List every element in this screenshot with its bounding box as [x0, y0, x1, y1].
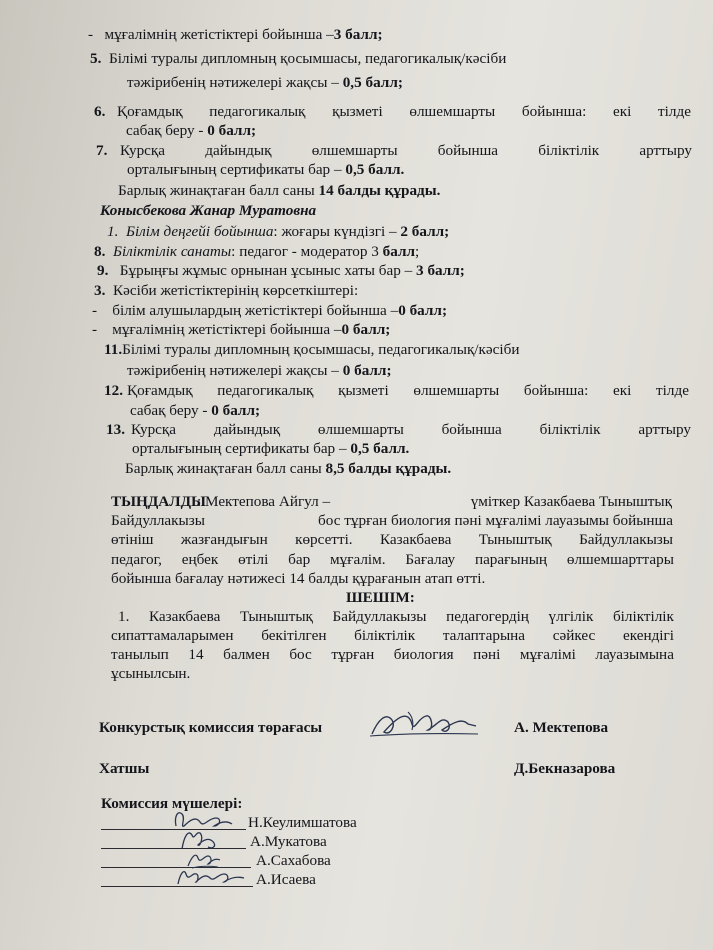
word: көрсетті.: [295, 531, 353, 548]
word: пәні: [473, 646, 501, 663]
line-certificate-2: орталығының сертификаты бар – 0,5 балл.: [132, 440, 410, 457]
line-public-activity-num-2: 12.: [104, 382, 123, 399]
word: Казакбаева: [379, 531, 452, 548]
chair-name: А. Мектепова: [514, 719, 609, 736]
members-label: Комиссия мүшелері:: [101, 795, 243, 812]
word: Тыныштық: [478, 531, 552, 548]
line-course-2: [131, 421, 691, 439]
line-diploma-item-2: 11.Білімі туралы дипломның қосымшасы, педагогикалық/кәсіби: [104, 341, 520, 358]
member-name: А.Исаева: [256, 871, 316, 888]
word: екендігі: [622, 627, 674, 644]
line-diploma-result-2: тәжірибенің нәтижелері жақсы – 0 балл;: [127, 362, 392, 379]
word: педагогикалық: [217, 382, 314, 399]
word: өлшемшарты: [311, 142, 398, 159]
word: бар: [288, 551, 311, 568]
member-signature: [174, 864, 250, 890]
word: өлшемшарты: [409, 103, 496, 120]
word: тұрған: [331, 646, 375, 663]
word: мұғалім.: [330, 551, 386, 568]
word: үміткер Казакбаева Тыныштық: [470, 493, 672, 510]
word: бекітілген: [261, 627, 327, 644]
word: арттыру: [638, 421, 691, 438]
word: лауазымына: [595, 646, 674, 663]
line-public-activity: [117, 103, 691, 121]
word: Тыныштық: [239, 608, 313, 625]
word: бос тұрған биология пәні мұғалімі лауазымы бойынша: [318, 512, 673, 529]
heard-line-1: [197, 493, 672, 511]
line-course: [120, 142, 692, 160]
word: Курсқа: [131, 421, 177, 438]
word: дайындық: [213, 421, 281, 438]
word: Қоғамдық: [127, 382, 193, 399]
word: өлшемшарты: [413, 382, 500, 399]
member-name: А.Мукатова: [250, 833, 327, 850]
word: биология: [393, 646, 454, 663]
word: біліктілік: [538, 142, 600, 159]
decision-line-4: ұсынылсын.: [111, 665, 191, 682]
word: тілде: [656, 382, 689, 399]
line-teacher-achievements-2: - мұғалімнің жетістіктері бойынша –0 балл;: [92, 321, 391, 338]
word: Бағалау: [405, 551, 456, 568]
word: педагогердің: [446, 608, 529, 625]
candidate-name: Конысбекова Жанар Муратовна: [100, 202, 317, 219]
decision-line-3: [111, 646, 674, 664]
word: өтініш: [111, 531, 154, 548]
member-name: Н.Кеулимшатова: [248, 814, 357, 831]
word: тілде: [658, 103, 691, 120]
line-qualification: 8. Біліктілік санаты: педагог - модератор 3 балл;: [94, 243, 420, 260]
decision-line-1: [118, 608, 674, 626]
word: Курсқа: [120, 142, 166, 159]
word: бойынша:: [523, 382, 589, 399]
word: бос: [289, 646, 312, 663]
word: дайындық: [205, 142, 272, 159]
line-recommendation: 9. Бұрыңғы жұмыс орнынан ұсыныс хаты бар – 3 балл;: [97, 262, 465, 279]
word: өлшемшарттары: [566, 551, 674, 568]
chair-signature: [368, 706, 480, 742]
word: педагогикалық: [209, 103, 306, 120]
word: Қоғамдық: [117, 103, 183, 120]
word: қызметі: [338, 382, 389, 399]
line-professional-achievements: 3. Кәсіби жетістіктерінің көрсеткіштері:: [94, 282, 359, 299]
line-teaching-score: сабақ беру - 0 балл;: [126, 122, 257, 139]
line-public-activity-num: 6.: [94, 103, 106, 120]
word: 1.: [118, 608, 130, 625]
word: өлшемшарты: [317, 421, 404, 438]
heard-label: ТЫҢДАЛДЫ: [111, 493, 206, 510]
word: қызметі: [332, 103, 383, 120]
word: педагог,: [111, 551, 162, 568]
secretary-name: Д.Бекназарова: [514, 760, 616, 777]
word: бойынша: [441, 421, 502, 438]
line-education-level: 1. Білім деңгейі бойынша: жоғары күндізгі – 2 балл;: [107, 223, 450, 240]
word: талаптарына: [442, 627, 526, 644]
word: сипаттамаларымен: [111, 627, 234, 644]
word: Байдуллакызы: [579, 531, 673, 548]
word: еңбек: [181, 551, 219, 568]
word: біліктілік: [354, 627, 416, 644]
word: бойынша: [437, 142, 499, 159]
word: біліктілік: [612, 608, 674, 625]
word: : Мектепова Айгул –: [197, 493, 331, 510]
word: сәйкес: [552, 627, 596, 644]
line-certificate: орталығының сертификаты бар – 0,5 балл.: [127, 161, 405, 178]
line-diploma-result: тәжірибенің нәтижелері жақсы – 0,5 балл;: [127, 74, 403, 91]
word: үлгілік: [548, 608, 594, 625]
heard-line-5: бойынша бағалау нәтижесі 14 балды құрағанын атап өтті.: [111, 570, 486, 587]
word: Казакбаева: [149, 608, 221, 625]
word: екі: [613, 382, 632, 399]
line-student-achievements: - білім алушылардың жетістіктері бойынша –0 балл;: [92, 302, 447, 319]
heard-line-2: [111, 512, 673, 530]
secretary-label: Хатшы: [99, 760, 150, 777]
line-diploma-item: 5. Білімі туралы дипломның қосымшасы, педагогикалық/кәсіби: [90, 50, 507, 67]
line-total-score: Барлық жинақтаған балл саны 14 балды құрады.: [118, 182, 441, 199]
chair-label: Конкурстық комиссия төрағасы: [99, 719, 323, 736]
word: парағының: [474, 551, 548, 568]
word: өтілі: [238, 551, 269, 568]
member-name: А.Сахабова: [256, 852, 331, 869]
word: бойынша:: [521, 103, 587, 120]
decision-title: ШЕШІМ:: [346, 589, 415, 606]
word: Байдуллакызы: [111, 512, 205, 529]
word: жазғандығын: [180, 531, 268, 548]
heard-line-3: [111, 531, 673, 549]
line-teaching-score-2: сабақ беру - 0 балл;: [130, 402, 261, 419]
word: Байдуллакызы: [332, 608, 427, 625]
word: балмен: [223, 646, 270, 663]
line-teacher-achievements: - мұғалімнің жетістіктері бойынша –3 балл;: [88, 26, 383, 43]
word: 14: [188, 646, 204, 663]
line-course-num-2: 13.: [106, 421, 125, 438]
heard-line-4: [111, 551, 674, 569]
word: арттыру: [639, 142, 692, 159]
word: біліктілік: [539, 421, 601, 438]
word: мұғалімі: [519, 646, 576, 663]
line-course-num: 7.: [96, 142, 108, 159]
decision-line-2: [111, 627, 674, 645]
word: екі: [613, 103, 632, 120]
word: танылып: [111, 646, 169, 663]
line-total-score-2: Барлық жинақтаған балл саны 8,5 балды құрады.: [125, 460, 452, 477]
line-public-activity-2: [127, 382, 689, 400]
